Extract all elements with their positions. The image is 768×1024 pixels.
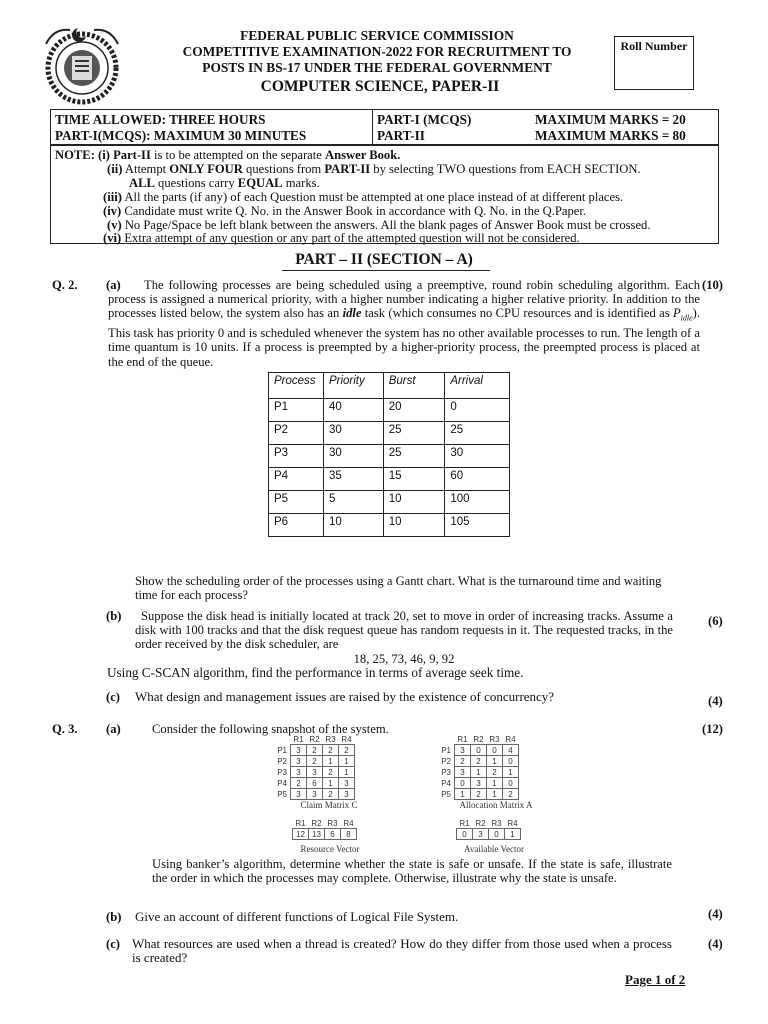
table-header: Burst <box>383 373 445 399</box>
part2-label: PART-II <box>377 128 425 143</box>
table-row: P5 5 10 100 <box>269 491 510 514</box>
q2c-label: (c) <box>106 690 120 704</box>
q2a-text: The following processes are being scheduled using a preemptive, round robin scheduling algorithm. Each process is assigned a numerical priority, with a higher number indicating a higher relative priority. In addition to the processes listed below, the system also has an idle task (which consumes no CPU resources and is identified as $P_{idle}$). This task has priority 0 and is scheduled whenever the system has no other available processes to run. The length of a time quantum is 10 units. If a process is preempted by a higher-priority process, the preempted process is placed at the end of the queue. <box>108 278 700 369</box>
q3-number: Q. 3. <box>52 722 78 736</box>
q2a-followup: Show the scheduling order of the processes using a Gantt chart. What is the turnaround time and waiting time for each process? <box>135 574 662 603</box>
table-row: P1 40 20 0 <box>269 399 510 422</box>
q3a-label: (a) <box>106 722 121 736</box>
time-marks-box <box>50 109 719 145</box>
q2b-text: Suppose the disk head is initially located at track 20, set to move in order of increasing tracks. Assume a disk with 100 tracks and that the disk request queue has random requests in it. The requested tracks, in the order received by the disk scheduler, are <box>135 609 673 652</box>
paper-title: COMPUTER SCIENCE, PAPER-II <box>260 78 500 95</box>
time-allowed: TIME ALLOWED: THREE HOURS <box>55 112 266 127</box>
q3a-followup: Using banker’s algorithm, determine whether the state is safe or unsafe. If the state is safe, illustrate the order in which the processes may complete. Otherwise, illustrate why the state is unsafe. <box>152 857 672 886</box>
page-number: Page 1 of 2 <box>625 972 686 987</box>
q3b-marks: (4) <box>708 907 723 921</box>
q2c-marks: (4) <box>708 694 723 708</box>
claim-matrix-caption: Claim Matrix C <box>300 800 358 810</box>
q2a-label: (a) <box>106 278 121 292</box>
note-line: (vi) Extra attempt of any question or any part of the attempted question will not be considered. <box>103 231 580 245</box>
allocation-matrix-caption: Allocation Matrix A <box>459 800 533 810</box>
mcq-time: PART-I(MCQS): MAXIMUM 30 MINUTES <box>55 128 307 143</box>
note-line: (ii) Attempt ONLY FOUR questions from PART-II by selecting TWO questions from EACH SECTION. <box>107 162 641 176</box>
note-line: (v) No Page/Space be left blank between the answers. All the blank pages of Answer Book must be crossed. <box>107 218 651 232</box>
roll-number-box <box>614 36 694 90</box>
table-header: Process <box>269 373 324 399</box>
table-header: Priority <box>323 373 383 399</box>
q3a-text: Consider the following snapshot of the system. <box>152 722 389 736</box>
available-vector-caption: Available Vector <box>464 844 524 854</box>
q3c-marks: (4) <box>708 937 723 951</box>
q2b-marks: (6) <box>708 614 723 628</box>
q2c-text: What design and management issues are raised by the existence of concurrency? <box>135 689 555 704</box>
process-table <box>268 372 510 537</box>
q3a-marks: (12) <box>702 722 723 736</box>
table-header-row <box>269 373 510 399</box>
part2-marks: MAXIMUM MARKS = 80 <box>535 128 686 143</box>
note-line: ALL questions carry EQUAL marks. <box>129 176 320 190</box>
note-line: (iii) All the parts (if any) of each Question must be attempted at one place instead of at different places. <box>103 190 624 204</box>
resource-vector: R1 R2 R3 R4 12 13 6 8 <box>292 818 357 840</box>
table-row: P2 30 25 25 <box>269 422 510 445</box>
q2b-label: (b) <box>106 609 122 623</box>
q3b-label: (b) <box>106 910 122 924</box>
note-line: (iv) Candidate must write Q. No. in the Answer Book in accordance with Q. No. in the Q.Paper. <box>103 204 587 218</box>
claim-matrix: R1 R2 R3 R4 P1 3 2 2 2 P2 3 2 1 1 P3 3 3 2 1 P4 2 6 1 3 P5 3 3 2 3 <box>274 734 355 800</box>
q2a-marks: (10) <box>702 278 723 292</box>
q2-number: Q. 2. <box>52 278 78 292</box>
allocation-matrix: R1 R2 R3 R4 P1 3 0 0 4 P2 2 2 1 0 P3 3 1 2 1 P4 0 3 1 0 P5 1 2 1 2 <box>438 734 519 800</box>
part1-marks: MAXIMUM MARKS = 20 <box>535 112 686 127</box>
exam-subtitle: POSTS IN BS-17 UNDER THE FEDERAL GOVERNMENT <box>202 60 552 75</box>
table-row: P6 10 10 105 <box>269 514 510 537</box>
q2b-tracks: 18, 25, 73, 46, 9, 92 <box>353 652 455 666</box>
exam-title: COMPETITIVE EXAMINATION-2022 FOR RECRUITMENT TO <box>182 44 572 59</box>
table-row: P3 30 25 30 <box>269 445 510 468</box>
q3b-text: Give an account of different functions of Logical File System. <box>135 909 459 924</box>
table-header: Arrival <box>445 373 510 399</box>
q3c-text: What resources are used when a thread is created? How do they differ from those used when a process is created? <box>132 936 672 966</box>
commission-name: FEDERAL PUBLIC SERVICE COMMISSION <box>240 28 514 43</box>
fpsc-emblem <box>34 24 130 110</box>
section-title: PART – II (SECTION – A) <box>295 251 473 268</box>
available-vector: R1 R2 R3 R4 0 3 0 1 <box>456 818 521 840</box>
part1-label: PART-I (MCQS) <box>377 112 472 127</box>
resource-vector-caption: Resource Vector <box>300 844 360 854</box>
q3c-label: (c) <box>106 937 120 951</box>
notes-box <box>50 145 719 244</box>
q2b-followup: Using C-SCAN algorithm, find the performance in terms of average seek time. <box>107 665 524 680</box>
roll-number-label: Roll Number <box>620 39 688 53</box>
note-line: NOTE: (i) Part-II is to be attempted on the separate Answer Book. <box>55 148 401 162</box>
table-row: P4 35 15 60 <box>269 468 510 491</box>
